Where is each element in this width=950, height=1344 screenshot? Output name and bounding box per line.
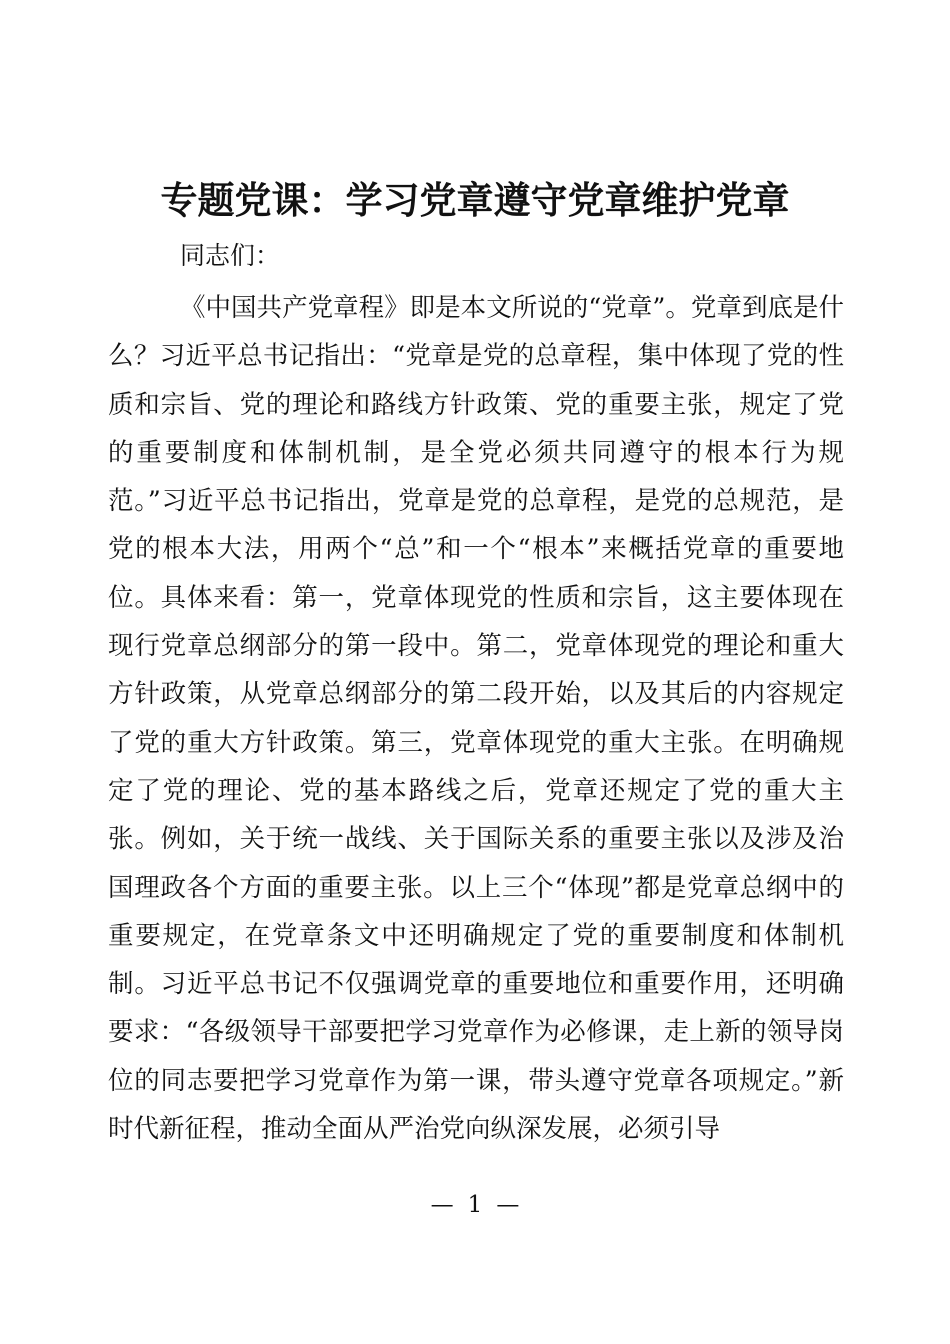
document-title: 专题党课：学习党章遵守党章维护党章	[160, 178, 790, 222]
footer-dash-left: —	[430, 1192, 454, 1218]
salutation: 同志们：	[180, 241, 281, 270]
body-paragraph: 《中国共产党章程》即是本文所说的“党章”。党章到底是什么？习近平总书记指出：“党章是党的总章程，集中体现了党的性质和宗旨、党的理论和路线方针政策、党的重要主张，规定了党的重要制度和体制机制，是全党必须共同遵守的根本行为规范。”习近平总书记指出，党章是党的总章程，是党的总规范，是党的根本大法，用两个“总”和一个“根本”来概括党章的重要地位。具体来看：第一，党章体现党的性质和宗旨，这主要体现在现行党章总纲部分的第一段中。第二，党章体现党的理论和重大方针政策，从党章总纲部分的第二段开始，以及其后的内容规定了党的重大方针政策。第三，党章体现党的重大主张。在明确规定了党的理论、党的基本路线之后，党章还规定了党的重大主张。例如，关于统一战线、关于国际关系的重要主张以及涉及治国理政各个方面的重要主张。以上三个“体现”都是党章总纲中的重要规定，在党章条文中还明确规定了党的重要制度和体制机制。习近平总书记不仅强调党章的重要地位和重要作用，还明确要求：“各级领导干部要把学习党章作为必修课，走上新的领导岗位的同志要把学习党章作为第一课，带头遵守党章各项规定。”新时代新征程，推动全面从严治党向纵深发展，必须引导	[108, 293, 844, 1145]
page-footer	[0, 1188, 950, 1222]
footer-dash-right: —	[496, 1192, 520, 1218]
page-number: 1	[467, 1192, 483, 1218]
